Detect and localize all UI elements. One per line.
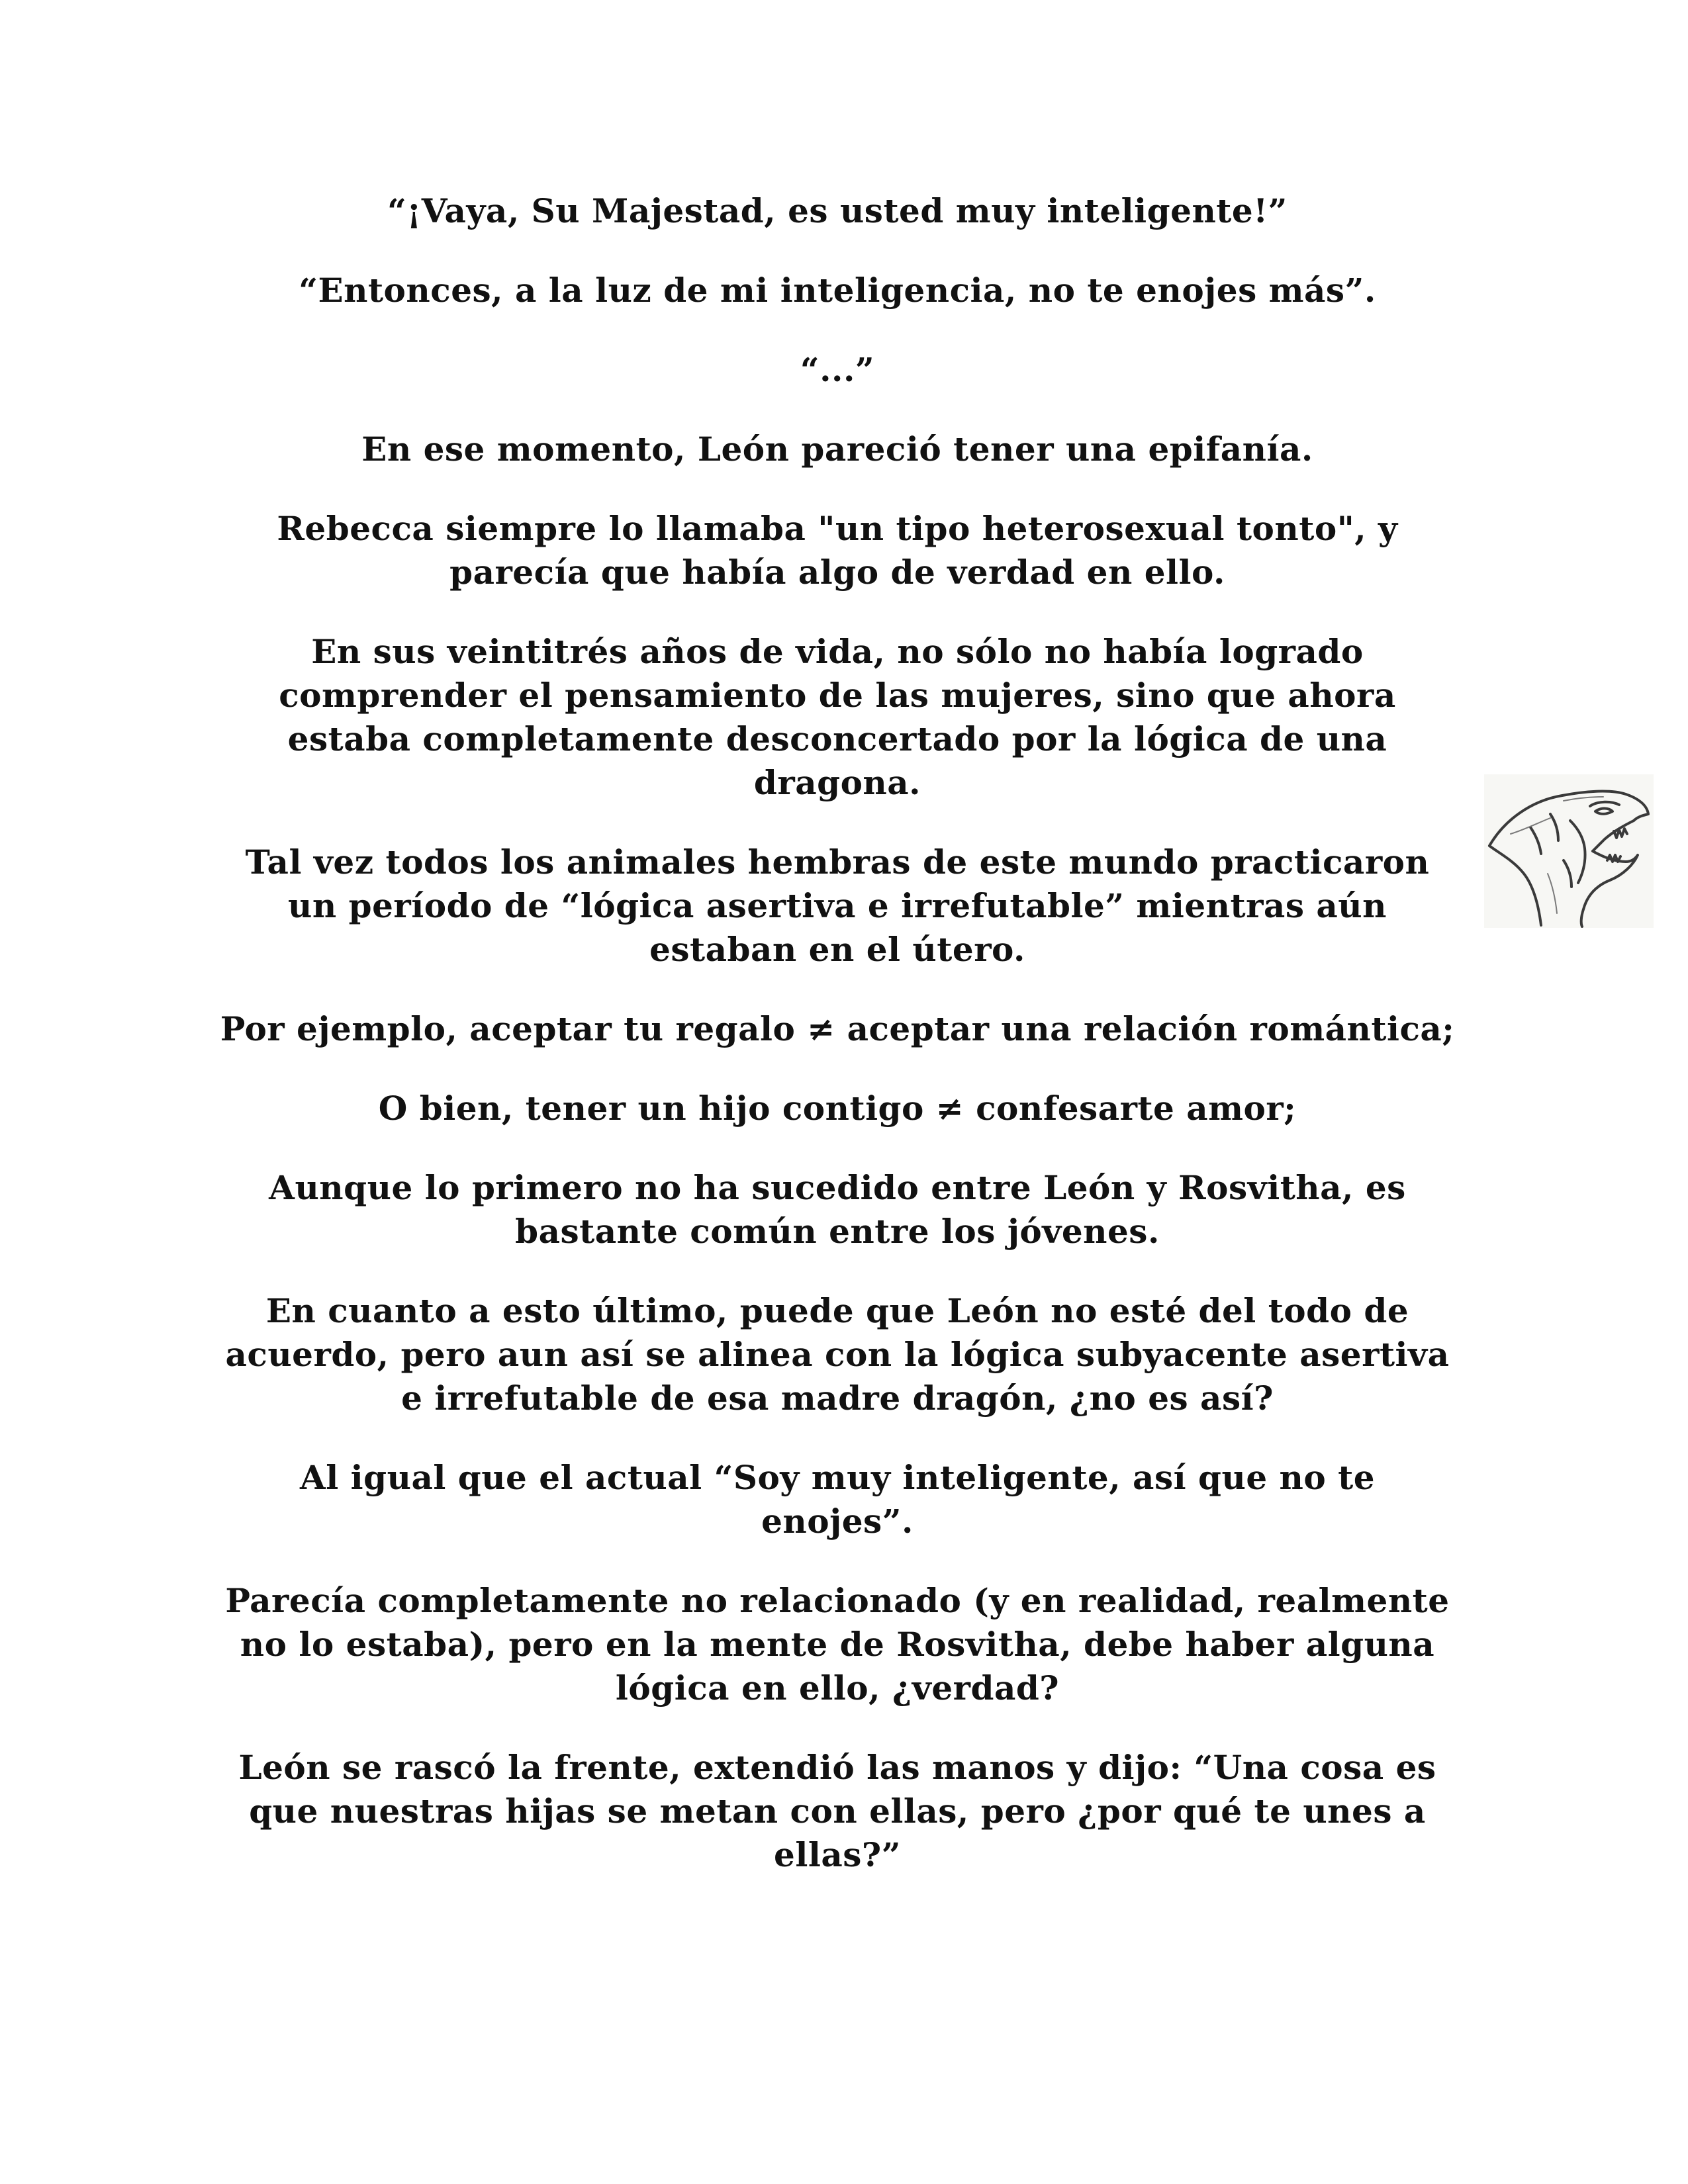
paragraph: Tal vez todos los animales hembras de este mundo practicaron un período de “lógica asertiva e irrefutable” mientras aún estaban en el útero. <box>245 842 1430 969</box>
paragraph: “¡Vaya, Su Majestad, es usted muy inteligente!” <box>387 191 1288 230</box>
paragraph: Aunque lo primero no ha sucedido entre León y Rosvitha, es bastante común entre los jóvenes. <box>269 1168 1406 1251</box>
paragraph: Rebecca siempre lo llamaba "un tipo heterosexual tonto", y parecía que había algo de verdad en ello. <box>277 509 1398 592</box>
dragon-head-icon <box>1484 774 1654 928</box>
paragraph: En sus veintitrés años de vida, no sólo no había logrado comprender el pensamiento de las mujeres, sino que ahora estaba completamente desconcertado por la lógica de una dragona. <box>279 632 1396 802</box>
paragraph: Por ejemplo, aceptar tu regalo ≠ aceptar una relación romántica; <box>220 1009 1455 1048</box>
paragraph: “...” <box>800 350 875 389</box>
dragon-head-drawing <box>1484 774 1654 928</box>
paragraph: Al igual que el actual “Soy muy inteligente, así que no te enojes”. <box>299 1458 1376 1541</box>
paragraph: Parecía completamente no relacionado (y en realidad, realmente no lo estaba), pero en la mente de Rosvitha, debe haber alguna lógica en ello, ¿verdad? <box>225 1581 1450 1707</box>
paragraph: O bien, tener un hijo contigo ≠ confesarte amor; <box>378 1089 1297 1128</box>
paragraph: León se rascó la frente, extendió las manos y dijo: “Una cosa es que nuestras hijas se metan con ellas, pero ¿por qué te unes a ellas?” <box>238 1748 1436 1874</box>
paragraph: En cuanto a esto último, puede que León no esté del todo de acuerdo, pero aun así se alinea con la lógica subyacente asertiva e irrefutable de esa madre dragón, ¿no es así? <box>225 1291 1450 1418</box>
story-text <box>218 189 1456 1913</box>
paragraph: “Entonces, a la luz de mi inteligencia, no te enojes más”. <box>299 271 1376 310</box>
paragraph: En ese momento, León pareció tener una epifanía. <box>361 430 1313 469</box>
